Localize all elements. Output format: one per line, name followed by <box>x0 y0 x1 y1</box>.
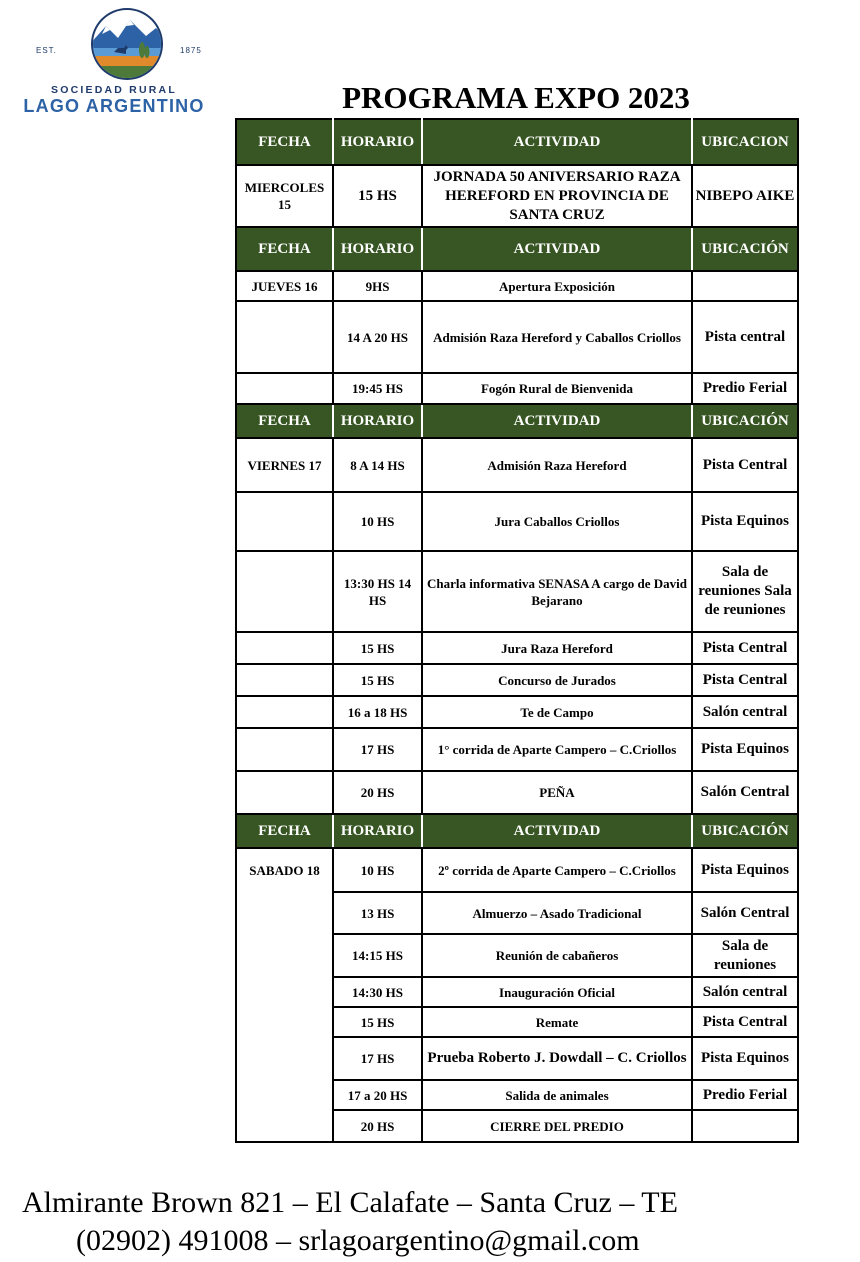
table-row <box>236 1007 798 1037</box>
footer-address: Almirante Brown 821 – El Calafate – Santa Cruz – TE <box>22 1186 678 1219</box>
cell-fecha <box>236 892 333 934</box>
cell-fecha <box>236 1110 333 1142</box>
cell-horario: 10 HS <box>333 492 422 551</box>
cell-actividad: Inauguración Oficial <box>422 977 692 1007</box>
cell-actividad: Fogón Rural de Bienvenida <box>422 373 692 404</box>
cell-ubicacion: Pista Equinos <box>692 492 798 551</box>
cell-horario: 19:45 HS <box>333 373 422 404</box>
table-row <box>236 892 798 934</box>
table-row <box>236 551 798 632</box>
cell-fecha <box>236 1037 333 1080</box>
table-row <box>236 373 798 404</box>
table-row <box>236 977 798 1007</box>
cell-fecha: MIERCOLES 15 <box>236 165 333 227</box>
table-row <box>236 1080 798 1110</box>
table-row <box>236 492 798 551</box>
cell-actividad: Admisión Raza Hereford <box>422 438 692 492</box>
cell-ubicacion: Pista Central <box>692 1007 798 1037</box>
cell-actividad: Apertura Exposición <box>422 271 692 301</box>
cell-horario: 13 HS <box>333 892 422 934</box>
cell-horario: 10 HS <box>333 848 422 892</box>
cell-fecha <box>236 301 333 373</box>
cell-actividad: Almuerzo – Asado Tradicional <box>422 892 692 934</box>
header-ubicacion: UBICACION <box>692 119 798 165</box>
table-row <box>236 271 798 301</box>
cell-ubicacion <box>692 1110 798 1142</box>
cell-horario: 15 HS <box>333 1007 422 1037</box>
cell-fecha: SABADO 18 <box>236 848 333 892</box>
cell-horario: 17 HS <box>333 1037 422 1080</box>
cell-fecha <box>236 728 333 771</box>
logo-line1: SOCIEDAD RURAL <box>51 84 177 96</box>
cell-horario: 15 HS <box>333 165 422 227</box>
cell-horario: 17 a 20 HS <box>333 1080 422 1110</box>
table-row <box>236 664 798 696</box>
header-actividad: ACTIVIDAD <box>422 814 692 848</box>
logo-est-label: EST. <box>36 46 57 55</box>
cell-ubicacion: Sala de reuniones Sala de reuniones <box>692 551 798 632</box>
footer-contact: (02902) 491008 – srlagoargentino@gmail.com <box>76 1224 640 1257</box>
cell-fecha <box>236 373 333 404</box>
cell-horario: 16 a 18 HS <box>333 696 422 728</box>
section-header-row <box>236 814 798 848</box>
table-row <box>236 301 798 373</box>
header-fecha: FECHA <box>236 404 333 438</box>
cell-ubicacion: NIBEPO AIKE <box>692 165 798 227</box>
header-actividad: ACTIVIDAD <box>422 119 692 165</box>
cell-fecha: VIERNES 17 <box>236 438 333 492</box>
cell-actividad: Remate <box>422 1007 692 1037</box>
cell-ubicacion: Salón Central <box>692 771 798 814</box>
cell-actividad: Charla informativa SENASA A cargo de David Bejarano <box>422 551 692 632</box>
cell-actividad: Reunión de cabañeros <box>422 934 692 977</box>
cell-actividad: Te de Campo <box>422 696 692 728</box>
cell-ubicacion: Pista Equinos <box>692 848 798 892</box>
cell-actividad: Concurso de Jurados <box>422 664 692 696</box>
cell-fecha <box>236 664 333 696</box>
cell-actividad: Salida de animales <box>422 1080 692 1110</box>
cell-horario: 14:15 HS <box>333 934 422 977</box>
sociedad-rural-emblem-icon <box>84 6 170 82</box>
table-row <box>236 934 798 977</box>
logo-year-label: 1875 <box>180 46 202 55</box>
cell-ubicacion: Predio Ferial <box>692 373 798 404</box>
header-horario: HORARIO <box>333 227 422 271</box>
header-ubicacion: UBICACIÓN <box>692 404 798 438</box>
table-row <box>236 728 798 771</box>
program-table <box>235 118 799 1143</box>
logo-line2: LAGO ARGENTINO <box>23 96 205 116</box>
cell-fecha: JUEVES 16 <box>236 271 333 301</box>
table-row <box>236 848 798 892</box>
cell-fecha <box>236 934 333 977</box>
cell-ubicacion: Pista central <box>692 301 798 373</box>
cell-actividad: 2º corrida de Aparte Campero – C.Criollos <box>422 848 692 892</box>
header-ubicacion: UBICACIÓN <box>692 814 798 848</box>
cell-horario: 20 HS <box>333 771 422 814</box>
cell-horario: 14 A 20 HS <box>333 301 422 373</box>
cell-horario: 15 HS <box>333 632 422 664</box>
cell-ubicacion <box>692 271 798 301</box>
cell-actividad: PEÑA <box>422 771 692 814</box>
section-header-row <box>236 227 798 271</box>
cell-ubicacion: Pista Central <box>692 438 798 492</box>
cell-ubicacion: Pista Equinos <box>692 728 798 771</box>
header-horario: HORARIO <box>333 119 422 165</box>
cell-actividad: JORNADA 50 ANIVERSARIO RAZA HEREFORD EN PROVINCIA DE SANTA CRUZ <box>422 165 692 227</box>
cell-fecha <box>236 551 333 632</box>
cell-horario: 9HS <box>333 271 422 301</box>
cell-ubicacion: Pista Central <box>692 632 798 664</box>
cell-fecha <box>236 1080 333 1110</box>
header-fecha: FECHA <box>236 119 333 165</box>
cell-actividad: CIERRE DEL PREDIO <box>422 1110 692 1142</box>
header-horario: HORARIO <box>333 814 422 848</box>
table-row <box>236 1037 798 1080</box>
cell-fecha <box>236 492 333 551</box>
header-fecha: FECHA <box>236 227 333 271</box>
cell-actividad: 1° corrida de Aparte Campero – C.Criollos <box>422 728 692 771</box>
page-title: PROGRAMA EXPO 2023 <box>342 80 690 115</box>
table-row <box>236 632 798 664</box>
section-header-row <box>236 404 798 438</box>
cell-horario: 15 HS <box>333 664 422 696</box>
cell-horario: 14:30 HS <box>333 977 422 1007</box>
table-row <box>236 771 798 814</box>
table-row <box>236 165 798 227</box>
cell-fecha <box>236 696 333 728</box>
cell-actividad: Prueba Roberto J. Dowdall – C. Criollos <box>422 1037 692 1080</box>
cell-actividad: Jura Caballos Criollos <box>422 492 692 551</box>
cell-fecha <box>236 977 333 1007</box>
header-actividad: ACTIVIDAD <box>422 404 692 438</box>
cell-horario: 8 A 14 HS <box>333 438 422 492</box>
cell-horario: 17 HS <box>333 728 422 771</box>
cell-fecha <box>236 1007 333 1037</box>
header-horario: HORARIO <box>333 404 422 438</box>
table-row <box>236 1110 798 1142</box>
header-fecha: FECHA <box>236 814 333 848</box>
logo <box>14 6 214 116</box>
section-header-row <box>236 119 798 165</box>
cell-horario: 20 HS <box>333 1110 422 1142</box>
cell-ubicacion: Pista Central <box>692 664 798 696</box>
cell-ubicacion: Salón central <box>692 696 798 728</box>
table-row <box>236 696 798 728</box>
cell-ubicacion: Pista Equinos <box>692 1037 798 1080</box>
header-ubicacion: UBICACIÓN <box>692 227 798 271</box>
cell-actividad: Admisión Raza Hereford y Caballos Criollos <box>422 301 692 373</box>
cell-fecha <box>236 632 333 664</box>
cell-horario: 13:30 HS 14 HS <box>333 551 422 632</box>
cell-ubicacion: Sala de reuniones <box>692 934 798 977</box>
cell-actividad: Jura Raza Hereford <box>422 632 692 664</box>
cell-ubicacion: Predio Ferial <box>692 1080 798 1110</box>
header-actividad: ACTIVIDAD <box>422 227 692 271</box>
cell-ubicacion: Salón Central <box>692 892 798 934</box>
cell-ubicacion: Salón central <box>692 977 798 1007</box>
cell-fecha <box>236 771 333 814</box>
table-row <box>236 438 798 492</box>
